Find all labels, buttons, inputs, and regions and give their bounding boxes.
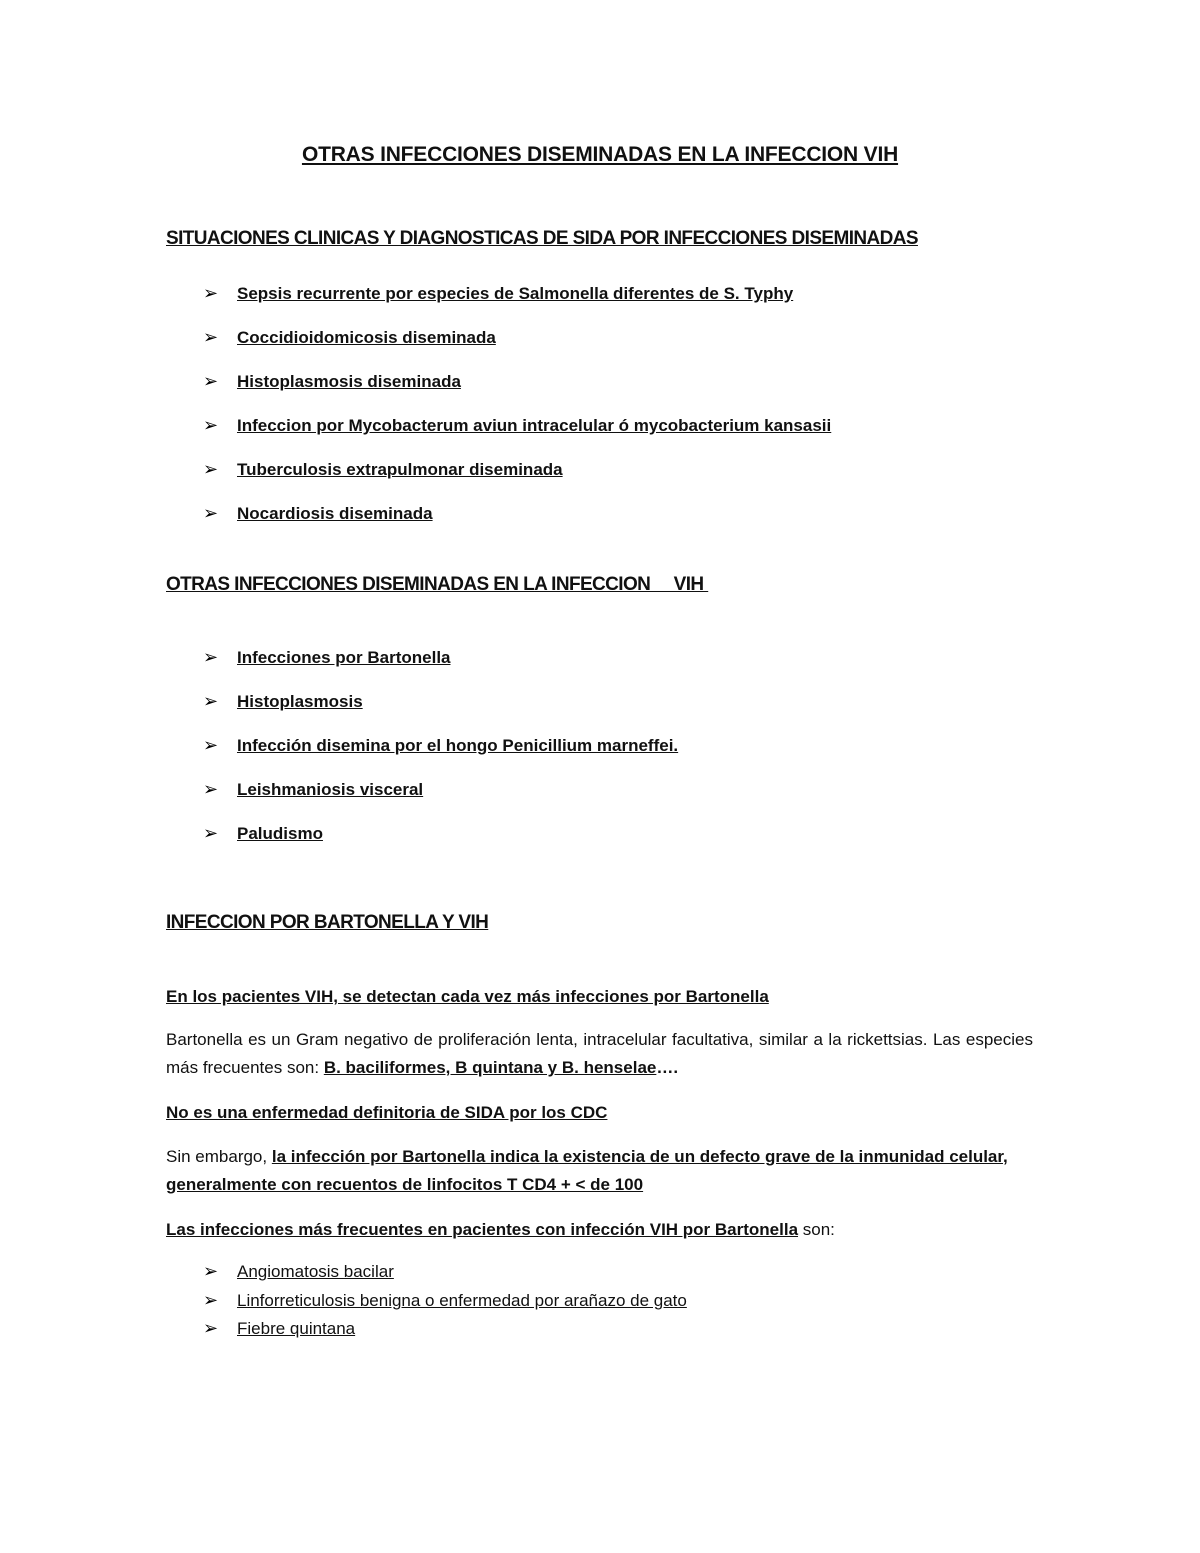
list-item bbox=[203, 327, 496, 348]
arrow-bullet-icon: ➢ bbox=[203, 1290, 219, 1311]
list-item bbox=[203, 647, 451, 668]
arrow-bullet-icon: ➢ bbox=[203, 283, 219, 304]
arrow-bullet-icon: ➢ bbox=[203, 735, 219, 756]
list-item bbox=[203, 779, 423, 800]
list-item bbox=[203, 459, 563, 480]
list-item-text: Infeccion por Mycobacterum aviun intracelular ó mycobacterium kansasii bbox=[237, 416, 832, 435]
list-item-text: Nocardiosis diseminada bbox=[237, 504, 433, 523]
document-title: OTRAS INFECCIONES DISEMINADAS EN LA INFECCION VIH bbox=[301, 143, 899, 166]
arrow-bullet-icon: ➢ bbox=[203, 691, 219, 712]
paragraph-emphasis: la infección por Bartonella indica la existencia de un defecto grave de la inmunidad celular, generalmente con recuentos de linfocitos T CD4 + < de 100 bbox=[166, 1147, 1008, 1194]
ellipsis: …. bbox=[656, 1058, 679, 1077]
arrow-bullet-icon: ➢ bbox=[203, 779, 219, 800]
list-item bbox=[203, 735, 678, 756]
list-item-text: Paludismo bbox=[237, 824, 323, 843]
arrow-bullet-icon: ➢ bbox=[203, 823, 219, 844]
paragraph-emphasis: Las infecciones más frecuentes en pacientes con infección VIH por Bartonella bbox=[166, 1220, 799, 1239]
arrow-bullet-icon: ➢ bbox=[203, 647, 219, 668]
list-item-text: Sepsis recurrente por especies de Salmonella diferentes de S. Typhy bbox=[237, 284, 794, 303]
list-item-text: Histoplasmosis diseminada bbox=[237, 372, 461, 391]
paragraph-immunity bbox=[166, 1143, 1033, 1199]
species-list: B. baciliformes, B quintana y B. henselae bbox=[323, 1058, 657, 1077]
list-item-text: Coccidioidomicosis diseminada bbox=[237, 328, 496, 347]
paragraph-frequent-infections bbox=[166, 1216, 1033, 1244]
list-item bbox=[203, 691, 363, 712]
paragraph-intro: En los pacientes VIH, se detectan cada vez más infecciones por Bartonella bbox=[166, 987, 769, 1006]
list-item bbox=[203, 1261, 394, 1282]
list-item bbox=[203, 503, 433, 524]
arrow-bullet-icon: ➢ bbox=[203, 371, 219, 392]
list-item bbox=[203, 371, 461, 392]
arrow-bullet-icon: ➢ bbox=[203, 503, 219, 524]
list-item-text: Fiebre quintana bbox=[237, 1319, 356, 1338]
section-heading-situaciones: SITUACIONES CLINICAS Y DIAGNOSTICAS DE SIDA POR INFECCIONES DISEMINADAS bbox=[166, 228, 918, 249]
arrow-bullet-icon: ➢ bbox=[203, 1318, 219, 1339]
list-item-text: Angiomatosis bacilar bbox=[237, 1262, 394, 1281]
list-item-text: Infección disemina por el hongo Penicillium marneffei. bbox=[237, 736, 679, 755]
list-item bbox=[203, 1318, 355, 1339]
list-item-text: Leishmaniosis visceral bbox=[237, 780, 424, 799]
section-heading-otras: OTRAS INFECCIONES DISEMINADAS EN LA INFECCION VIH bbox=[166, 574, 709, 595]
list-item bbox=[203, 1290, 687, 1311]
arrow-bullet-icon: ➢ bbox=[203, 415, 219, 436]
paragraph-cdc-note: No es una enfermedad definitoria de SIDA por los CDC bbox=[166, 1103, 608, 1122]
list-item bbox=[203, 823, 323, 844]
list-item-text: Infecciones por Bartonella bbox=[237, 648, 451, 667]
list-item-text: Tuberculosis extrapulmonar diseminada bbox=[237, 460, 563, 479]
list-item-text: Linforreticulosis benigna o enfermedad por arañazo de gato bbox=[237, 1291, 687, 1310]
arrow-bullet-icon: ➢ bbox=[203, 459, 219, 480]
paragraph-description bbox=[166, 1026, 1033, 1082]
list-item bbox=[203, 283, 793, 304]
list-item bbox=[203, 415, 831, 436]
paragraph-text: Bartonella es un Gram negativo de proliferación lenta, intracelular facultativa, similar a la rickettsias. Las especies más frecuentes son: bbox=[166, 1030, 1033, 1077]
section-heading-bartonella: INFECCION POR BARTONELLA Y VIH bbox=[166, 912, 489, 933]
paragraph-tail: son: bbox=[798, 1220, 835, 1239]
list-item-text: Histoplasmosis bbox=[237, 692, 363, 711]
arrow-bullet-icon: ➢ bbox=[203, 327, 219, 348]
arrow-bullet-icon: ➢ bbox=[203, 1261, 219, 1282]
paragraph-lead: Sin embargo, bbox=[166, 1147, 272, 1166]
